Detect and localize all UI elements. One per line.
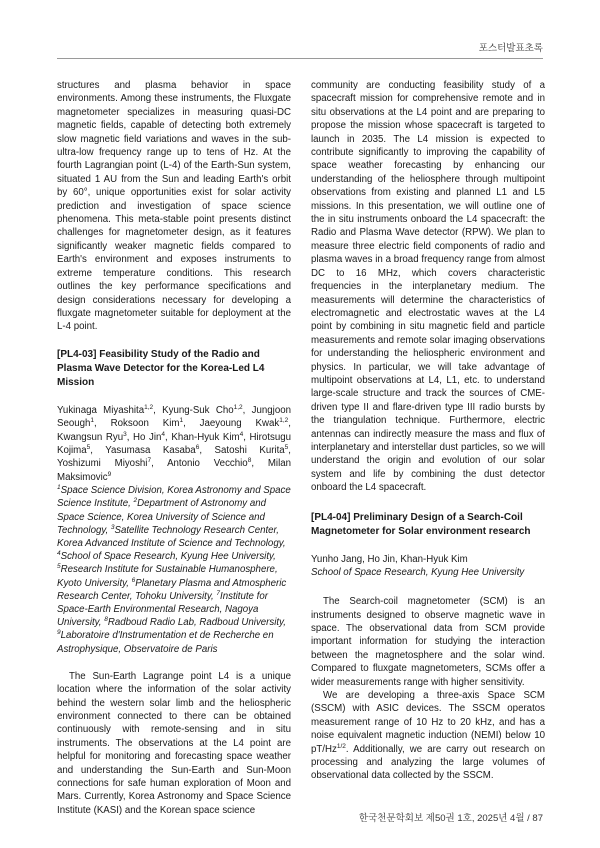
author-name: Milan Maksimovic xyxy=(57,458,292,483)
abstract-title-pl4-04: [PL4-04] Preliminary Design of a Search-Coil Magnetometer for Solar environment research xyxy=(311,511,531,537)
author-name: Jaeyoung Kwak xyxy=(199,418,280,430)
author-affiliation-index: 3 xyxy=(123,430,127,438)
abstract-title-pl4-03: [PL4-03] Feasibility Study of the Radio and Plasma Wave Detector for the Korea-Led L4 Mission xyxy=(57,348,265,388)
affiliation-text: Space Science Division, Korea Astronomy and Space Science Institute, xyxy=(57,485,291,510)
abstract-paragraph-1: The Search-coil magnetometer (SCM) is an instruments designed to observe magnetic wave in space. The observational data from SCM provide important information for studying the interaction between the magnetosphere and the solar wind. Compared to fluxgate magnetometers, SCMs offer a wider measurements range with higher sensitivity. xyxy=(311,596,545,688)
author-name: Yasumasa Kasaba xyxy=(105,444,196,456)
author-name: Hirotsugu Kojima xyxy=(57,431,291,456)
header-divider xyxy=(57,58,543,59)
author-name: Satoshi Kurita xyxy=(214,444,285,456)
author-name: Kwangsun Ryu xyxy=(57,431,124,443)
author-name: Khan-Hyuk Kim xyxy=(171,431,240,443)
affiliation-pl4-04: School of Space Research, Kyung Hee University xyxy=(311,567,525,578)
paragraph-2-main: We are developing a three-axis Space SCM (SSCM) with ASIC devices. The SSCM operatos measurement range of 10 Hz to 20 kHz, and has a noise equivalent magnetic induction (NEMI) below 10 pT/Hz xyxy=(311,690,545,755)
affiliation-text: Institute for Space-Earth Environmental Research, Nagoya University, xyxy=(57,590,268,629)
affiliation-text: Radboud Radio Lab, Radboud University, xyxy=(107,617,286,629)
left-column xyxy=(57,79,291,817)
author-name: Roksoon Kim xyxy=(110,418,180,430)
affiliation-index: 3 xyxy=(110,523,115,531)
affiliation-text: Satellite Technology Research Center, Korea Advanced Institute of Science and Technology, xyxy=(57,524,286,549)
affiliation-index: 1 xyxy=(57,484,61,492)
affiliation-text: Research Institute for Sustainable Humanosphere, Kyoto University, xyxy=(57,564,278,589)
affiliation-text: Laboratoire d'Instrumentation et de Recherche en Astrophysique, Observatoire de Paris xyxy=(57,630,274,655)
author-affiliation-index: 1 xyxy=(179,417,184,425)
author-name: Kyung-Suk Cho xyxy=(162,404,234,416)
author-affiliation-index: 1,2 xyxy=(144,403,154,411)
paragraph-2-tail: . Additionally, we are carry out research on processing and analyzing the large volumes of observational data collected by the SSCM. xyxy=(311,743,545,782)
author-affiliation-index: 6 xyxy=(195,443,200,451)
author-affiliation-index: 4 xyxy=(239,430,244,438)
author-list: Yukinaga Miyashita$^{1,2}$, Kyung-Suk Cho$^{1,2}$, Jungjoon Seough$^1$, Roksoon Kim$^1$, Jaeyoung Kwak$^{1,2}$, Kwangsun Ryu$^3$, Ho Jin$^4$, Khan-Hyuk Kim$^4$, Hirotsugu Kojima$^5$, Yasumasa Kasaba$^6$, Satoshi Kurita$^5$, Yoshizumi Miyoshi$^7$, Antonio Vecchio$^8$, Milan Maksimovic$^9$ xyxy=(57,403,292,483)
affiliation-text: School of Space Research, Kyung Hee University, xyxy=(60,551,276,563)
affiliation-index: 7 xyxy=(216,589,221,597)
section-header-label: 포스터발표초록 xyxy=(478,43,543,54)
affiliation-list xyxy=(57,484,291,656)
author-affiliation-index: 1,2 xyxy=(233,403,243,411)
abstract-body-continued: community are conducting feasibility study of a spacecraft mission for comprehensive remote and in situ observations at the L4 point and are preparing to propose the mission whose spacecraft is targeted to launch in 2035. The L4 mission is expected to contribute significantly to improving the capability of space weather forecasting by enhancing our understanding of the heliosphere through multipoint observations from existing and planned L1 and L5 missions. In this presentation, we will outline one of the in situ instruments onboard the L4 spacecraft: the Radio and Plasma Wave detector (RPW). We plan to measure three electric field components of radio and plasma waves in a broad frequency range from almost DC to 16 MHz, which covers characteristic frequencies in the interplanetary medium. The measurements will determine the characteristics of electromagnetic and electrostatic waves at the L4 point by combining in situ magnetic field and particle measurements and remote solar imaging observations for understanding the heliospheric environment and physics. In particular, we will take advantage of multipoint observations at L4, L1, etc. to understand large-scale structure and track the sources of CME-driven type II and flare-driven type III radio bursts by the triangulation technique. Furthermore, electric antennas can indirectly measure the mass and flux of interplanetary and interstellar dust particles, so we will understand the origin and evolution of our solar system and life by combining the dust detector onboard the L4 spacecraft. xyxy=(311,80,545,494)
author-list-pl4-04: Yunho Jang, Ho Jin, Khan-Hyuk Kim xyxy=(311,553,468,565)
author-affiliation-index: 7 xyxy=(147,457,152,465)
continued-paragraph: structures and plasma behavior in space environments. Among these instruments, the Fluxgate magnetometer specializes in measuring quasi-DC magnetic fields, capable of detecting both extremely slow magnetic field variations and waves in the sub-ultra-low frequency range up to tens of Hz. At the fourth Lagrangian point (L-4) of the Earth-Sun system, situated 1 AU from the Sun and leading Earth's orbit by 60°, unique opportunities exist for solar activity prediction and investigation of space science phenomena. This meta-stable point presents distinct challenges for magnetometer design, as it features significantly weaker magnetic fields compared to Earth's environment and exposes instruments to extreme temperature conditions. This research outlines the key performance specifications and design considerations necessary for developing a fluxgate magnetometer suitable for deployment at the L-4 point. xyxy=(57,80,291,333)
author-name: Yoshizumi Miyoshi xyxy=(57,458,148,470)
unit-exponent: 1/2 xyxy=(336,742,346,750)
author-affiliation-index: 5 xyxy=(86,443,91,451)
author-affiliation-index: 9 xyxy=(107,470,112,478)
affiliation-index: 9 xyxy=(57,629,61,637)
right-column xyxy=(311,79,545,783)
affiliation-index: 2 xyxy=(133,497,138,505)
affiliation-index: 6 xyxy=(131,576,136,584)
author-affiliation-index: 5 xyxy=(284,443,289,451)
author-affiliation-index: 1,2 xyxy=(279,417,289,425)
abstract-paragraph-2 xyxy=(311,689,545,783)
affiliation-index: 5 xyxy=(57,563,61,571)
author-affiliation-index: 4 xyxy=(161,430,166,438)
author-name: Antonio Vecchio xyxy=(167,458,248,470)
affiliation-index: 8 xyxy=(104,616,108,624)
author-name: Ho Jin xyxy=(133,431,162,443)
author-name: Yukinaga Miyashita xyxy=(57,404,145,416)
author-affiliation-index: 8 xyxy=(247,457,252,465)
affiliation-text: Planetary Plasma and Atmospheric Research Center, Tohoku University, xyxy=(57,577,287,602)
author-name: Jungjoon Seough xyxy=(57,404,291,430)
abstract-body-paragraph: The Sun-Earth Lagrange point L4 is a unique location where the information of the solar activity behind the western solar limb and the heliospheric environment connected to there can be obtained continuously with remote-sensing and in situ instruments. The observations at the L4 point are helpful for monitoring and forecasting space weather and understanding the Sun-Earth and Sun-Moon connections for safe human exploration of Moon and Mars. Currently, Korea Astronomy and Space Science Institute (KASI) and the Korean space science xyxy=(57,670,291,816)
journal-footer: 한국천문학회보 제50권 1호, 2025년 4월 / 87 xyxy=(358,813,543,824)
affiliation-index: 4 xyxy=(57,550,61,558)
affiliation-text: Department of Astronomy and Space Science, Korea University of Science and Technology, xyxy=(57,498,266,536)
author-affiliation-index: 1 xyxy=(90,417,95,425)
